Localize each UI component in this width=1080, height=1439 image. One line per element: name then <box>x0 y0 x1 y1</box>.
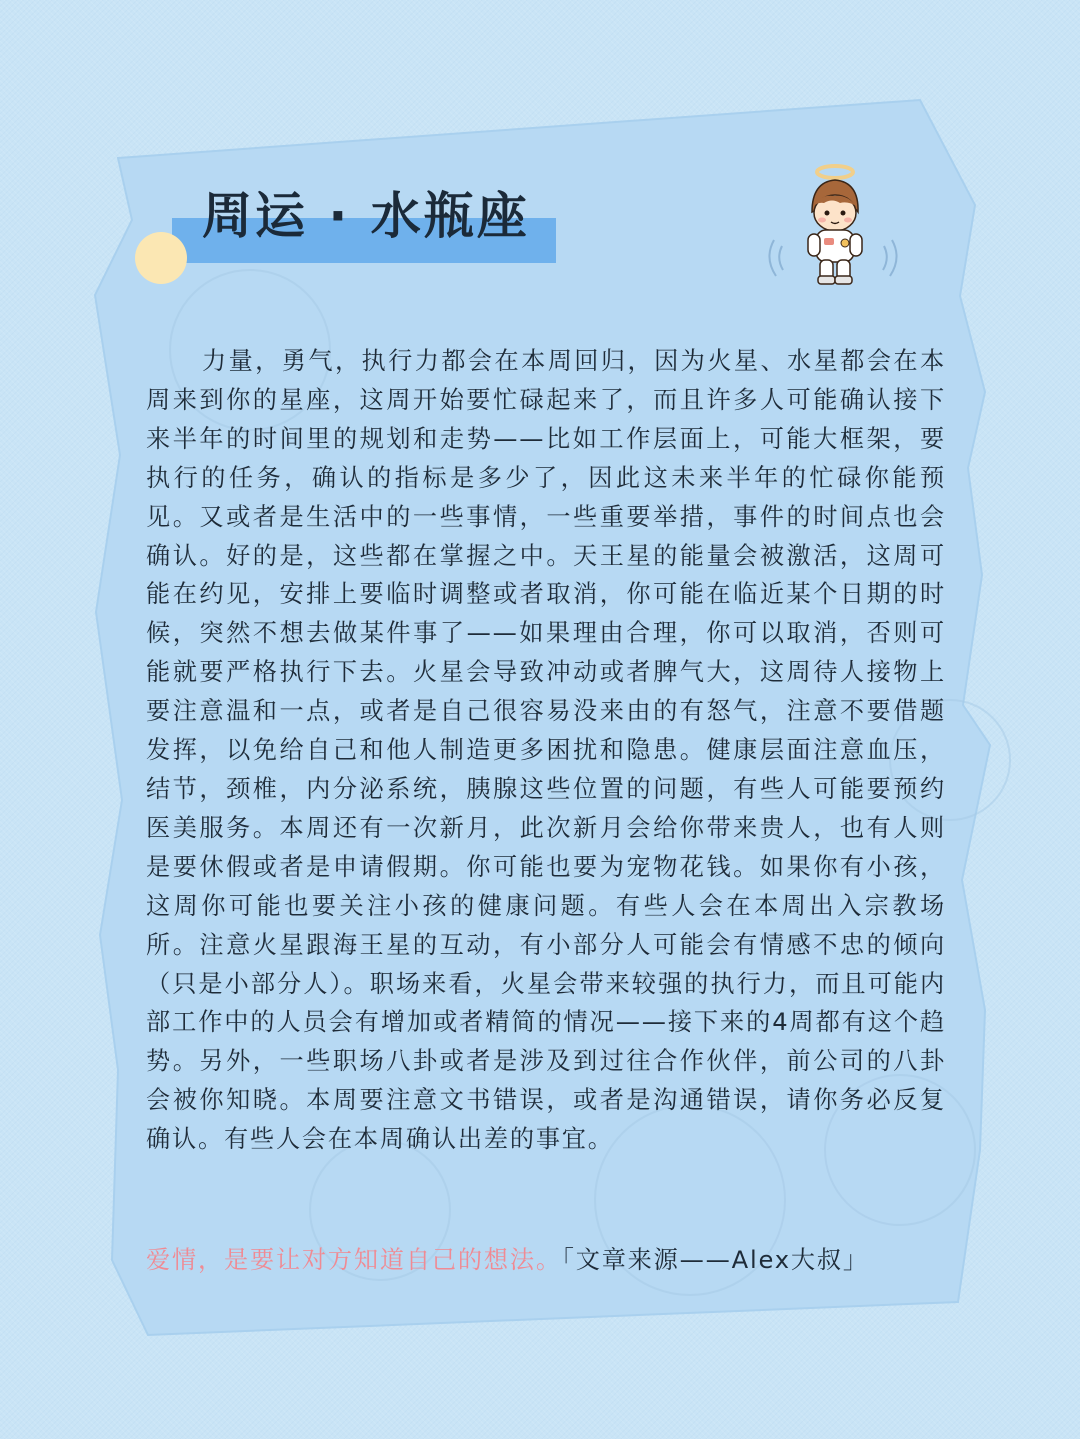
love-quote: 爱情，是要让对方知道自己的想法。 <box>146 1246 562 1274</box>
footer-line <box>146 1240 976 1280</box>
page-title: 周运 · 水瓶座 <box>202 187 530 245</box>
horoscope-body-text: 力量，勇气，执行力都会在本周回归，因为火星、水星都会在本周来到你的星座，这周开始要忙碌起来了，而且许多人可能确认接下来半年的时间里的规划和走势——比如工作层面上，可能大框架，要执行的任务，确认的指标是多少了，因此这未来半年的忙碌你能预见。又或者是生活中的一些事情，一些重要举措，事件的时间点也会确认。好的是，这些都在掌握之中。天王星的能量会被激活，这周可能在约见，安排上要临时调整或者取消，你可能在临近某个日期的时候，突然不想去做某件事了——如果理由合理，你可以取消，否则可能就要严格执行下去。火星会导致冲动或者脾气大，这周待人接物上要注意温和一点，或者是自己很容易没来由的有怒气，注意不要借题发挥，以免给自己和他人制造更多困扰和隐患。健康层面注意血压，结节，颈椎，内分泌系统，胰腺这些位置的问题，有些人可能要预约医美服务。本周还有一次新月，此次新月会给你带来贵人，也有人则是要休假或者是申请假期。你可能也要为宠物花钱。如果你有小孩，这周你可能也要关注小孩的健康问题。有些人会在本周出入宗教场所。注意火星跟海王星的互动，有小部分人可能会有情感不忠的倾向（只是小部分人）。职场来看，火星会带来较强的执行力，而且可能内部工作中的人员会有增加或者精简的情况——接下来的4周都有这个趋势。另外，一些职场八卦或者是涉及到过往合作伙伴，前公司的八卦会被你知晓。本周要注意文书错误，或者是沟通错误，请你务必反复确认。有些人会在本周确认出差的事宜。 <box>146 347 946 1154</box>
article-source: 「文章来源——Alex大叔」 <box>561 1246 869 1274</box>
title-dot-decoration <box>135 232 187 284</box>
mascot-icon <box>752 158 922 288</box>
